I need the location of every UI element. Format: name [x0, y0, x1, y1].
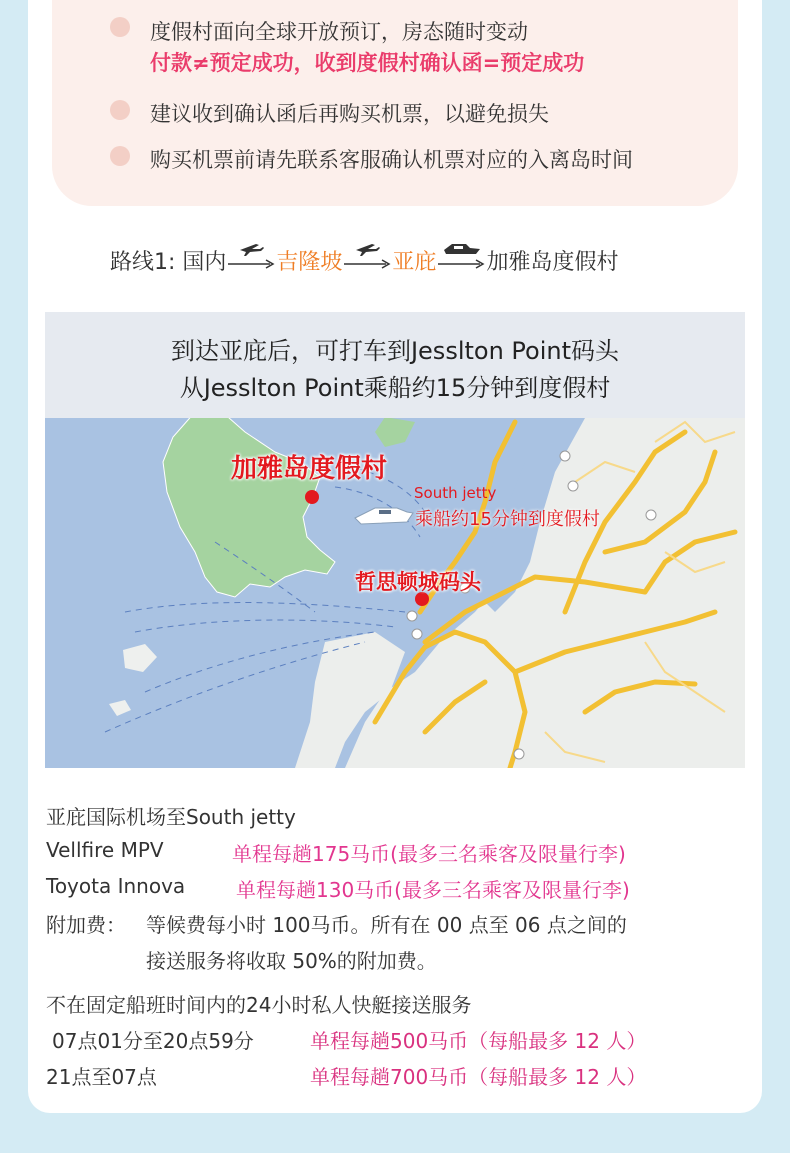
map-label-south-jetty: South jetty	[414, 484, 497, 502]
route-prefix: 路线1: 国内	[110, 250, 227, 275]
slot1-time: 07点01分至20点59分	[52, 1029, 254, 1053]
surcharge-line1: 等候费每小时 100马币。所有在 00 点至 06 点之间的	[146, 913, 627, 937]
surcharge-line2: 接送服务将收取 50%的附加费。	[146, 949, 437, 973]
bullet-dot-icon	[110, 100, 130, 120]
map-label-boat-time: 乘船约15分钟到度假村	[415, 509, 600, 530]
route-stop-kota-kinabalu: 亚庇	[392, 250, 437, 275]
slot2-price: 单程每趟700马币（每船最多 12 人）	[310, 1065, 647, 1089]
bullet-dot-icon	[110, 17, 130, 37]
map-banner-line2: 从Jesslton Point乘船约15分钟到度假村	[179, 374, 611, 402]
car2-name: Toyota Innova	[46, 874, 186, 898]
car1-name: Vellfire MPV	[46, 838, 164, 862]
location-map	[45, 312, 745, 768]
notice-item-text: 购买机票前请先联系客服确认机票对应的入离岛时间	[150, 148, 633, 172]
slot1-price: 单程每趟500马币（每船最多 12 人）	[310, 1029, 647, 1053]
surcharge-label: 附加费：	[46, 913, 126, 937]
map-label-resort: 加雅岛度假村	[231, 454, 388, 484]
slot2-time: 21点至07点	[46, 1065, 157, 1089]
plane-icon	[226, 252, 276, 274]
car1-price: 单程每趟175马币(最多三名乘客及限量行李)	[232, 842, 626, 866]
map-banner	[45, 312, 745, 418]
private-boat-title: 不在固定船班时间内的24小时私人快艇接送服务	[46, 993, 472, 1017]
notice-warning: 付款≠预定成功，收到度假村确认函=预定成功	[150, 51, 585, 75]
route-destination: 加雅岛度假村	[486, 250, 619, 275]
car2-price: 单程每趟130马币(最多三名乘客及限量行李)	[236, 878, 630, 902]
route-stop-kuala-lumpur: 吉隆坡	[276, 250, 343, 275]
route-line	[110, 245, 618, 276]
resort-marker-icon	[305, 490, 319, 504]
speedboat-icon	[436, 252, 486, 274]
notice-item-text: 建议收到确认函后再购买机票，以避免损失	[150, 102, 549, 126]
plane-icon	[342, 252, 392, 274]
transfer-title: 亚庇国际机场至South jetty	[46, 805, 296, 829]
bullet-dot-icon	[110, 146, 130, 166]
map-banner-line1: 到达亚庇后，可打车到Jesslton Point码头	[170, 337, 620, 365]
notice-item-text: 度假村面向全球开放预订，房态随时变动	[150, 20, 528, 44]
map-label-pier: 哲思顿城码头	[355, 570, 481, 594]
